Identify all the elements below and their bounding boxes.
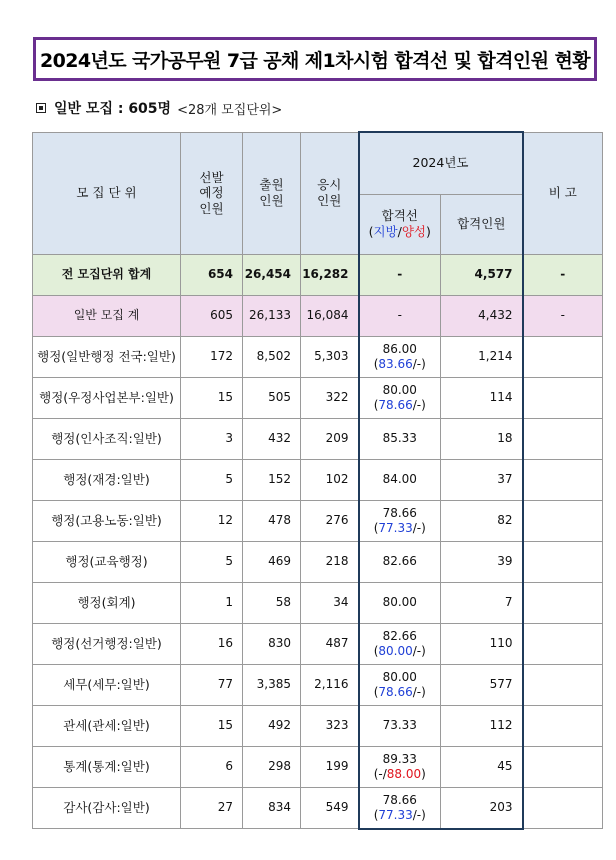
row-passed: 112 [441,705,523,746]
row-takers: 276 [301,500,359,541]
row-passed: 110 [441,623,523,664]
row-cutline-sub [360,644,441,659]
row-remarks [523,418,603,459]
row-passed: 45 [441,746,523,787]
row-planned: 77 [181,664,243,705]
row-planned: 27 [181,787,243,829]
total-planned: 654 [181,254,243,295]
row-cutline-sub-open: ( [373,397,379,412]
row-takers: 218 [301,541,359,582]
section-heading [36,98,282,118]
table-row [33,623,603,664]
row-cutline-sub-close: ) [421,356,426,371]
row-unit: 통계(통계:일반) [33,746,181,787]
row-cutline-sub-close: ) [421,520,426,535]
row-cutline-value: 73.33 [382,718,417,732]
row-cutline-sub [360,398,441,413]
row-cutline [359,787,441,829]
row-planned: 3 [181,418,243,459]
header-cutline-close: ) [426,224,431,239]
general-sum-row [33,295,603,336]
header-applicants [243,132,301,254]
row-unit: 감사(감사:일반) [33,787,181,829]
row-passed: 1,214 [441,336,523,377]
header-takers [301,132,359,254]
row-cutline [359,418,441,459]
row-cutline [359,459,441,500]
row-cutline-value: 80.00 [382,669,417,684]
row-cutline-sub-sep: / [382,766,387,781]
row-cutline-regional: 80.00 [378,643,413,658]
header-cutline-regional: 지방 [373,224,398,239]
row-unit: 관세(관세:일반) [33,705,181,746]
section-sub: <28개 모집단위> [177,102,283,118]
row-takers: 34 [301,582,359,623]
header-takers-l2: 인원 [317,193,342,208]
row-cutline-sub-close: ) [421,684,426,699]
row-unit: 행정(교육행정) [33,541,181,582]
row-cutline-equal: - [416,397,422,412]
row-applicants: 298 [243,746,301,787]
page-title [33,37,597,81]
row-cutline-sub-close: ) [421,643,426,658]
header-planned-l1: 선발 [199,169,224,185]
row-remarks [523,623,603,664]
row-passed: 577 [441,664,523,705]
row-cutline-regional: 78.66 [378,684,413,699]
row-applicants: 830 [243,623,301,664]
row-remarks [523,459,603,500]
row-takers: 209 [301,418,359,459]
row-cutline-equal: - [416,643,422,658]
table-row [33,377,603,418]
row-cutline-value: 84.00 [382,472,417,486]
row-cutline-sub-open: ( [373,520,379,535]
sum-remarks: - [523,295,603,336]
header-cutline-l1: 합격선 [381,208,418,224]
row-cutline-equal: - [416,684,422,699]
row-cutline [359,623,441,664]
row-cutline-sub-sep: / [412,356,417,371]
row-cutline-regional: 78.66 [378,397,413,412]
header-applicants-l2: 인원 [259,193,284,208]
row-takers: 2,116 [301,664,359,705]
row-passed: 37 [441,459,523,500]
section-label: 일반 모집 : 605명 [54,101,172,117]
table-row [33,541,603,582]
header-cutline-equal: 양성 [401,224,427,239]
total-cutline: - [359,254,441,295]
row-applicants: 3,385 [243,664,301,705]
table-row [33,500,603,541]
sum-cutline: - [359,295,441,336]
sum-planned: 605 [181,295,243,336]
row-planned: 12 [181,500,243,541]
row-cutline-value: 89.33 [382,751,417,766]
row-cutline [359,541,441,582]
row-cutline-value: 78.66 [382,792,417,807]
total-applicants: 26,454 [243,254,301,295]
row-cutline-sub [360,357,441,372]
row-takers: 549 [301,787,359,829]
header-passed: 합격인원 [441,194,523,254]
row-applicants: 432 [243,418,301,459]
row-cutline-equal: - [416,807,422,822]
row-cutline-value: 78.66 [382,505,417,520]
row-cutline-sub-open: ( [373,766,379,781]
row-cutline-regional: 83.66 [378,356,413,371]
row-cutline [359,377,441,418]
row-unit: 행정(우정사업본부:일반) [33,377,181,418]
row-cutline-sub [360,808,441,823]
row-applicants: 469 [243,541,301,582]
header-planned [181,132,243,254]
row-planned: 6 [181,746,243,787]
row-takers: 322 [301,377,359,418]
header-planned-l3: 인원 [199,200,224,216]
row-cutline-sub-close: ) [421,766,426,781]
row-unit: 행정(일반행정 전국:일반) [33,336,181,377]
row-cutline-value: 86.00 [382,341,417,356]
sum-unit: 일반 모집 계 [33,295,181,336]
row-cutline-sub-sep: / [412,397,417,412]
row-planned: 15 [181,377,243,418]
row-cutline-sub-open: ( [373,684,379,699]
page-title-text: 2024년도 국가공무원 7급 공채 제1차시험 합격선 및 합격인원 현황 [40,49,590,72]
row-cutline-value: 82.66 [382,628,417,643]
total-row [33,254,603,295]
row-applicants: 152 [243,459,301,500]
row-unit: 행정(선거행정:일반) [33,623,181,664]
row-cutline-value: 80.00 [382,595,417,609]
header-year-group: 2024년도 [359,132,523,194]
row-passed: 203 [441,787,523,829]
header-cutline-open: ( [368,224,374,239]
square-bullet-icon [36,103,46,113]
row-remarks [523,787,603,829]
total-remarks: - [523,254,603,295]
sum-applicants: 26,133 [243,295,301,336]
header-cutline-l2 [360,224,441,240]
table-row [33,746,603,787]
header-applicants-l1: 출원 [259,177,284,193]
row-cutline-regional: 77.33 [378,520,413,535]
table-row [33,705,603,746]
row-takers: 199 [301,746,359,787]
row-cutline [359,705,441,746]
row-applicants: 834 [243,787,301,829]
row-unit: 행정(고용노동:일반) [33,500,181,541]
row-remarks [523,336,603,377]
row-passed: 18 [441,418,523,459]
row-planned: 5 [181,541,243,582]
header-cutline [359,194,441,254]
total-unit: 전 모집단위 합계 [33,254,181,295]
row-planned: 5 [181,459,243,500]
row-cutline-sub-sep: / [412,807,417,822]
row-cutline-value: 82.66 [382,554,417,568]
sum-takers: 16,084 [301,295,359,336]
row-cutline [359,500,441,541]
row-applicants: 58 [243,582,301,623]
row-planned: 16 [181,623,243,664]
row-cutline-sub-sep: / [412,643,417,658]
row-cutline-sub [360,767,441,782]
table-row [33,336,603,377]
row-cutline-value: 85.33 [382,431,417,445]
row-remarks [523,500,603,541]
row-cutline [359,582,441,623]
row-cutline-sub [360,685,441,700]
row-cutline-sub-close: ) [421,397,426,412]
row-takers: 102 [301,459,359,500]
row-cutline-sub-open: ( [373,643,379,658]
row-passed: 114 [441,377,523,418]
row-planned: 1 [181,582,243,623]
header-unit: 모 집 단 위 [33,132,181,254]
results-table [32,131,603,830]
row-remarks [523,541,603,582]
row-cutline-equal: 88.00 [386,766,422,781]
table-row [33,664,603,705]
table-row [33,418,603,459]
table-row [33,459,603,500]
row-applicants: 505 [243,377,301,418]
row-unit: 행정(인사조직:일반) [33,418,181,459]
row-applicants: 478 [243,500,301,541]
header-remarks: 비 고 [523,132,603,254]
row-cutline [359,336,441,377]
row-passed: 82 [441,500,523,541]
row-cutline-regional: - [378,766,383,781]
row-remarks [523,377,603,418]
row-cutline-sub-sep: / [412,520,417,535]
row-cutline-sub [360,521,441,536]
row-takers: 487 [301,623,359,664]
row-cutline-sub-sep: / [412,684,417,699]
row-planned: 172 [181,336,243,377]
row-cutline [359,746,441,787]
row-applicants: 8,502 [243,336,301,377]
row-remarks [523,746,603,787]
row-takers: 323 [301,705,359,746]
row-cutline-regional: 77.33 [378,807,413,822]
row-remarks [523,664,603,705]
row-cutline-value: 80.00 [382,382,417,397]
row-cutline-sub-close: ) [421,807,426,822]
header-takers-l1: 응시 [317,177,342,193]
row-remarks [523,582,603,623]
sum-passed: 4,432 [441,295,523,336]
row-cutline-sub-open: ( [373,807,379,822]
header-planned-l2: 예정 [199,185,224,201]
row-cutline-equal: - [416,356,422,371]
table-row [33,787,603,829]
row-applicants: 492 [243,705,301,746]
row-planned: 15 [181,705,243,746]
total-passed: 4,577 [441,254,523,295]
header-cutline-slash: / [397,224,402,239]
row-passed: 7 [441,582,523,623]
row-takers: 5,303 [301,336,359,377]
row-cutline-equal: - [416,520,422,535]
table-row [33,582,603,623]
total-takers: 16,282 [301,254,359,295]
row-passed: 39 [441,541,523,582]
row-remarks [523,705,603,746]
row-unit: 세무(세무:일반) [33,664,181,705]
row-unit: 행정(회계) [33,582,181,623]
row-cutline-sub-open: ( [373,356,379,371]
row-unit: 행정(재경:일반) [33,459,181,500]
row-cutline [359,664,441,705]
